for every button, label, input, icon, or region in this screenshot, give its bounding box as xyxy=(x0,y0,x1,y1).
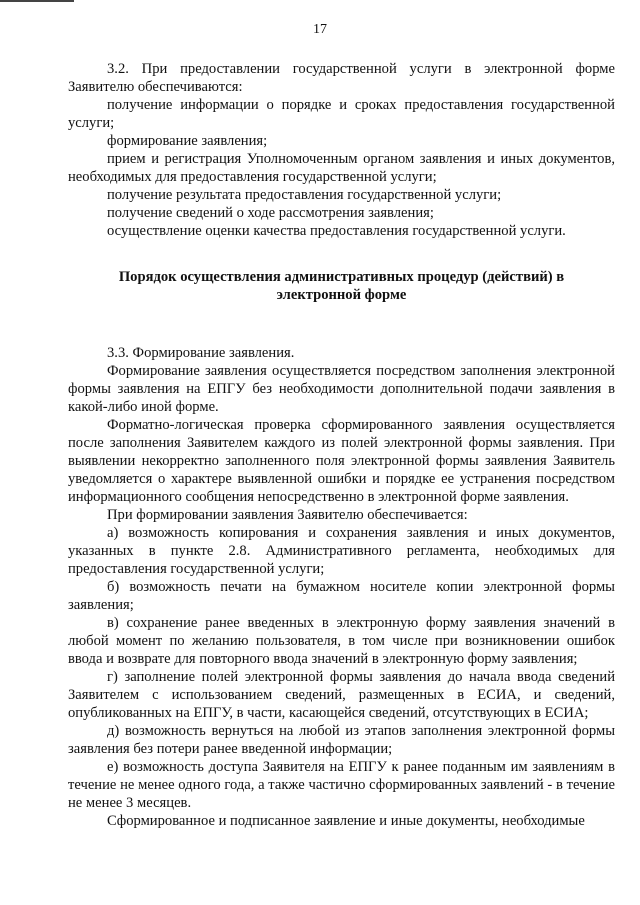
list-item-result: получение результата предоставления государственной услуги; xyxy=(107,187,502,203)
section-3-2 xyxy=(68,60,615,240)
list-item-g: г) заполнение полей электронной формы заявления до начала ввода сведений Заявителем с использованием сведений, размещенных в ЕСИА, и сведений, опубликованных на ЕПГУ, в части, касающейся сведений, отсутствующих в ЕСИА; xyxy=(68,669,615,721)
paragraph-3-3-title: 3.3. Формирование заявления. xyxy=(107,345,295,361)
list-item-registration: прием и регистрация Уполномоченным органом заявления и иных документов, необходимых для предоставления государственной услуги; xyxy=(68,151,615,185)
heading-line-2: электронной форме xyxy=(276,287,407,303)
section-spacer xyxy=(68,240,615,268)
list-item-b: б) возможность печати на бумажном носителе копии электронной формы заявления; xyxy=(68,579,615,613)
section-3-3 xyxy=(68,344,615,830)
paragraph-validation: Форматно-логическая проверка сформированного заявления осуществляется после заполнения Заявителем каждого из полей электронной формы заявления. При выявлении некорректно заполненного поля электронной формы заявления Заявитель уведомляется о характере выявленной ошибки и порядке ее устранения посредством информационного сообщения непосредственно в электронной форме заявления. xyxy=(68,417,615,505)
page-number: 17 xyxy=(313,22,327,37)
section-heading xyxy=(68,268,615,304)
list-item-status: получение сведений о ходе рассмотрения заявления; xyxy=(107,205,434,221)
document-body xyxy=(68,60,615,830)
list-item-e: е) возможность доступа Заявителя на ЕПГУ к ранее поданным им заявлениям в течение не менее одного года, а также частично сформированных заявлений - в течение не менее 3 месяцев. xyxy=(68,759,615,811)
heading-line-1: Порядок осуществления административных процедур (действий) в xyxy=(118,269,565,285)
list-item-form: формирование заявления; xyxy=(107,133,268,149)
list-item-quality: осуществление оценки качества предоставления государственной услуги. xyxy=(107,223,566,239)
list-item-a: а) возможность копирования и сохранения заявления и иных документов, указанных в пункте 2.8. Административного регламента, необходимых для предоставления государственной услуги; xyxy=(68,525,615,577)
list-item-d: д) возможность вернуться на любой из этапов заполнения электронной формы заявления без потери ранее введенной информации; xyxy=(68,723,615,757)
paragraph-provisions-intro: При формировании заявления Заявителю обеспечивается: xyxy=(107,507,468,523)
paragraph-3-2-intro: 3.2. При предоставлении государственной услуги в электронной форме Заявителю обеспечиваются: xyxy=(68,61,615,95)
paragraph-final: Сформированное и подписанное заявление и иные документы, необходимые xyxy=(107,813,585,829)
list-item-v: в) сохранение ранее введенных в электронную форму заявления значений в любой момент по желанию пользователя, в том числе при возникновении ошибок ввода и возврате для повторного ввода значений в электронную форму заявления; xyxy=(68,615,615,667)
paragraph-formation: Формирование заявления осуществляется посредством заполнения электронной формы заявления на ЕПГУ без необходимости дополнительной подачи заявления в какой-либо иной форме. xyxy=(68,363,615,415)
top-edge-rule xyxy=(0,0,74,2)
list-item-info: получение информации о порядке и сроках предоставления государственной услуги; xyxy=(68,97,615,131)
heading-spacer xyxy=(68,304,615,344)
